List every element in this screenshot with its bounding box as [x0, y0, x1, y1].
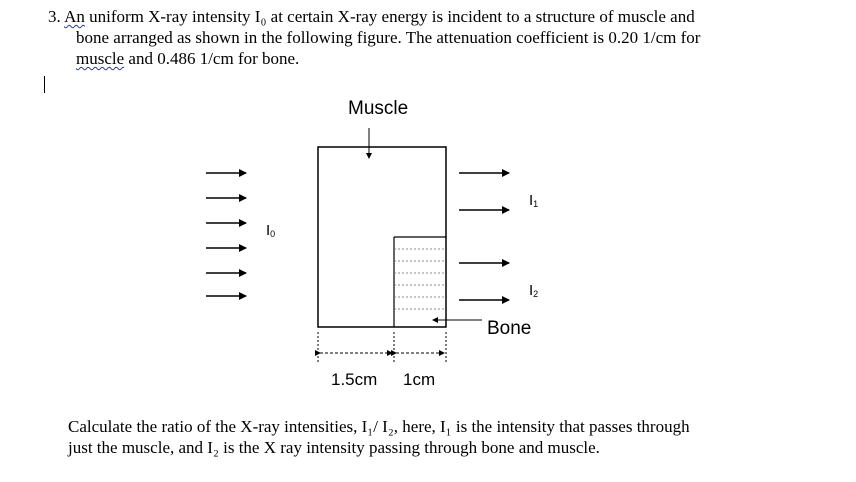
bone-label: Bone [487, 318, 532, 339]
width-muscle-label: 1.5cm [331, 370, 378, 389]
question-number: 3. [48, 7, 61, 26]
task-line-1: Calculate the ratio of the X-ray intensities, I₁/ I₂, here, I₁ is the intensity that passes through [68, 417, 690, 436]
i0-label: $I_0$ [266, 222, 276, 239]
task-line-2: just the muscle, and I₂ is the X ray intensity passing through bone and muscle. [68, 438, 600, 457]
question-underlined-word-2: muscle [76, 49, 125, 68]
i2-label: $I_2$ [529, 282, 539, 299]
bone-hatching [394, 249, 446, 309]
incident-arrows [206, 173, 246, 296]
bone-region [394, 237, 446, 327]
exit-arrows-i2 [459, 263, 509, 300]
task-text [68, 416, 838, 458]
question-line-3-text: and 0.486 1/cm for bone. [128, 49, 300, 68]
exit-arrows-i1 [459, 173, 509, 210]
dimension-lines [318, 332, 446, 362]
i1-label: $I_1$ [529, 192, 539, 209]
muscle-label: Muscle [348, 98, 409, 119]
width-bone-label: 1cm [403, 370, 436, 389]
question-line-1-text: uniform X-ray intensity I₀ at certain X-ray energy is incident to a structure of muscle and [89, 7, 695, 26]
question-line-2: bone arranged as shown in the following figure. The attenuation coefficient is 0.20 1/cm for [76, 28, 701, 47]
question-underlined-word: An [64, 7, 85, 26]
